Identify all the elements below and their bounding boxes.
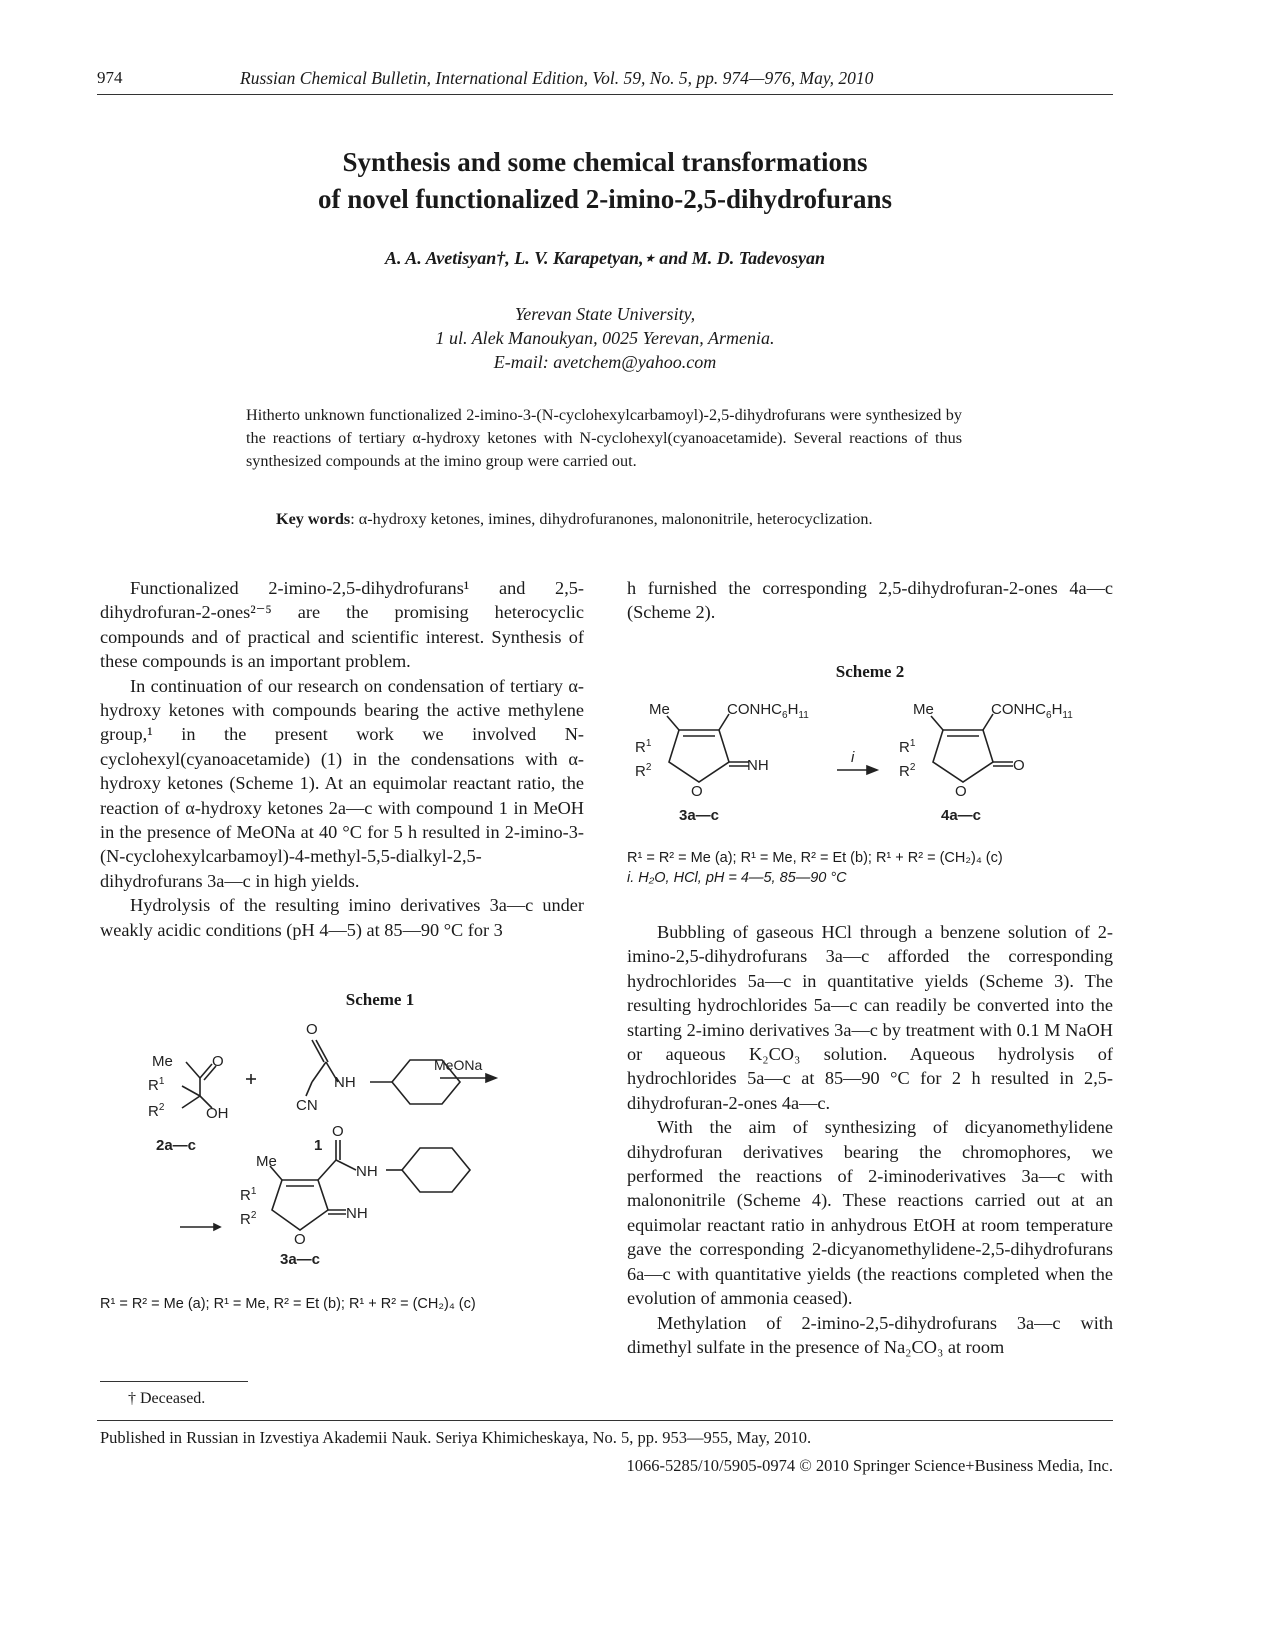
svg-text:R1: $R^1$ <box>148 1076 165 1094</box>
footnote-rule <box>100 1381 248 1382</box>
svg-text:O: O <box>955 783 967 800</box>
scheme2-diagram <box>627 690 1107 830</box>
scheme2-title: Scheme 2 <box>835 662 905 681</box>
footnote: † Deceased. <box>128 1390 206 1407</box>
right-column-top <box>627 576 1113 625</box>
scheme2-label-4: 4a—c <box>941 807 982 824</box>
svg-text:O: O <box>1013 757 1025 774</box>
svg-text:Me: Me <box>256 1153 277 1170</box>
scheme1-label-3: 3a—c <box>280 1251 321 1268</box>
affiliation-email: E-mail: avetchem@yahoo.com <box>493 352 717 372</box>
keywords <box>276 510 976 529</box>
svg-text:R1: $R^1$ <box>899 738 916 756</box>
scheme2-caption-1: R¹ = R² = Me (a); R¹ = Me, R² = Et (b); R¹ + R² = (CH₂)₄ (c) <box>627 850 1003 866</box>
svg-text:CONHC6H11: $CONHC_6H_{11}$ <box>727 701 809 721</box>
title-line-2: of novel functionalized 2-imino-2,5-dihydrofurans <box>317 184 893 214</box>
scheme1-label-2: 2a—c <box>156 1137 197 1154</box>
svg-text:R1: $R^1$ <box>635 738 652 756</box>
scheme1-reagent: MeONa <box>434 1057 483 1073</box>
svg-text:CONHC6H11: $CONHC_6H_{11}$ <box>991 701 1073 721</box>
svg-text:O: O <box>691 783 703 800</box>
left-column <box>100 576 584 942</box>
title-line-1: Synthesis and some chemical transformations <box>342 147 868 177</box>
paragraph: Methylation of 2-imino-2,5-dihydrofurans 3a—c with dimethyl sulfate in the presence of Na₂CO₃ at room <box>627 1312 1113 1357</box>
affiliation-line-2: 1 ul. Alek Manoukyan, 0025 Yerevan, Armenia. <box>435 328 775 348</box>
paragraph: Functionalized 2-imino-2,5-dihydrofurans¹ and 2,5-dihydrofuran-2-ones²⁻⁵ are the promising heterocyclic compounds and of practical and scientific interest. Synthesis of these compounds is an important problem. <box>100 578 584 672</box>
svg-text:CN: CN <box>296 1097 318 1114</box>
paragraph: h furnished the corresponding 2,5-dihydrofuran-2-ones 4a—c (Scheme 2). <box>627 578 1113 623</box>
scheme1-caption: R¹ = R² = Me (a); R¹ = Me, R² = Et (b); R¹ + R² = (CH₂)₄ (c) <box>100 1296 476 1312</box>
keywords-text: : α-hydroxy ketones, imines, dihydrofuranones, malononitrile, heterocyclization. <box>350 510 873 528</box>
svg-text:OH: OH <box>206 1105 229 1122</box>
scheme1-title: Scheme 1 <box>345 990 415 1009</box>
svg-text:R2: $R^2$ <box>148 1102 165 1120</box>
footer-rule <box>97 1420 1113 1421</box>
journal-header: Russian Chemical Bulletin, International Edition, Vol. 59, No. 5, pp. 974—976, May, 2010 <box>240 68 874 88</box>
svg-text:Me: Me <box>913 701 934 718</box>
scheme2-label-3: 3a—c <box>679 807 720 824</box>
keywords-label: Key words <box>276 510 351 528</box>
affiliation <box>100 302 1110 374</box>
svg-text:Me: Me <box>649 701 670 718</box>
svg-text:Me: Me <box>152 1053 173 1070</box>
svg-text:NH: NH <box>356 1163 378 1180</box>
paper-title <box>100 144 1110 218</box>
svg-text:R1: $R^1$ <box>240 1186 257 1204</box>
svg-text:R2: $R^2$ <box>240 1210 257 1228</box>
svg-text:O: O <box>294 1231 306 1248</box>
paragraph: Bubbling of gaseous HCl through a benzene solution of 2-imino-2,5-dihydrofurans 3a—c afforded the corresponding hydrochlorides 5a—c in quantitative yields (Scheme 3). The resulting hydrochlorides 5a—c can readily be converted into the starting 2-imino derivatives 3a—c by treatment with 0.1 M NaOH or aqueous K₂CO₃ solution. Aqueous hydrolysis of hydrochlorides 5a—c at 85—90 °C for 2 h resulted in 2,5-dihydrofuran-2-ones 4a—c. <box>627 922 1113 1113</box>
published-note: Published in Russian in Izvestiya Akademii Nauk. Seriya Khimicheskaya, No. 5, pp. 953—955, May, 2010. <box>100 1428 812 1447</box>
svg-text:O: O <box>332 1123 344 1140</box>
svg-text:O: O <box>306 1021 318 1038</box>
svg-text:NH: NH <box>346 1205 368 1222</box>
right-column-bottom <box>627 920 1113 1359</box>
svg-text:R2: $R^2$ <box>899 762 916 780</box>
scheme1-diagram <box>100 1020 580 1320</box>
scheme2-reagent: i <box>851 749 855 766</box>
page-number: 974 <box>97 68 123 87</box>
affiliation-line-1: Yerevan State University, <box>514 304 696 324</box>
paragraph: Hydrolysis of the resulting imino derivatives 3a—c under weakly acidic conditions (pH 4—5) at 85—90 °C for 3 <box>100 895 584 940</box>
authors: A. A. Avetisyan†, L. V. Karapetyan,⋆ and M. D. Tadevosyan <box>384 248 826 268</box>
header-rule <box>97 94 1113 95</box>
scheme2-caption-2: i. H₂O, HCl, pH = 4—5, 85—90 °C <box>627 870 847 886</box>
svg-text:R2: $R^2$ <box>635 762 652 780</box>
paragraph: With the aim of synthesizing of dicyanomethylidene dihydrofuran derivatives bearing the chromophores, we performed the reactions of 2-iminoderivatives 3a—c with malononitrile (Scheme 4). These reactions carried out at an equimolar reactant ratio in anhydrous EtOH at room temperature gave the corresponding 2-dicyanomethylidene-2,5-dihydrofurans 6a—c with quantitative yields (the reactions completed when the evolution of ammonia ceased). <box>627 1117 1113 1309</box>
svg-text:NH: NH <box>747 757 769 774</box>
svg-text:O: O <box>212 1053 224 1070</box>
abstract: Hitherto unknown functionalized 2-imino-3-(N-cyclohexylcarbamoyl)-2,5-dihydrofurans were synthesized by the reactions of tertiary α-hydroxy ketones with N-cyclohexyl(cyanoacetamide). Several reactions of thus synthesized compounds at the imino group were carried out. <box>246 406 962 470</box>
paragraph: In continuation of our research on condensation of tertiary α-hydroxy ketones with compounds bearing the active methylene group,¹ in the present work we involved N-cyclohexyl(cyanoacetamide) (1) in the condensations with α-hydroxy ketones (Scheme 1). At an equimolar reactant ratio, the reaction of α-hydroxy ketones 2a—c with compound 1 in MeOH in the presence of MeONa at 40 °C for 5 h resulted in 2-imino-3-(N-cyclohexylcarbamoyl)-4-methyl-5,5-dialkyl-2,5-dihydrofurans 3a—c in high yields. <box>100 675 584 891</box>
svg-text:NH: NH <box>334 1074 356 1091</box>
scheme1-label-1: 1 <box>314 1137 323 1154</box>
copyright: 1066-5285/10/5905-0974 © 2010 Springer Science+Business Media, Inc. <box>626 1456 1113 1475</box>
